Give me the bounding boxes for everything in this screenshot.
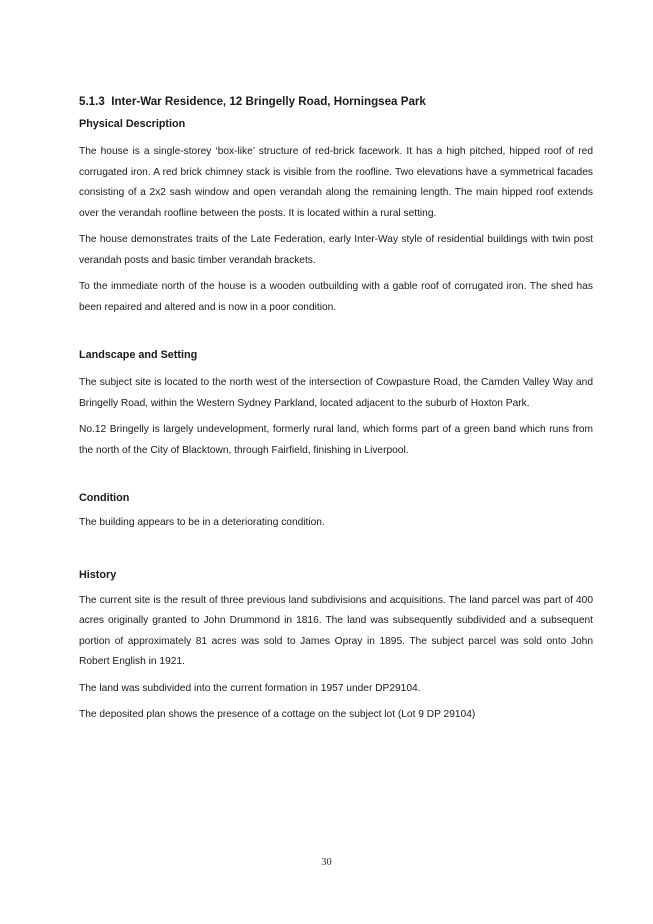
physical-description-heading: Physical Description <box>79 118 186 130</box>
history-paragraph-1: The current site is the result of three previous land subdivisions and acquisitions. The land parcel was part of 400 acres originally granted to John Drummond in 1816. The land was subsequently subdivided and a subsequent portion of approximately 81 acres was sold to James Opray in 1895. The subject parcel was sold onto John Robert English in 1921. <box>79 594 593 667</box>
physical-paragraph-1: The house is a single-storey ‘box-like’ structure of red-brick facework. It has a high pitched, hipped roof of red corrugated iron. A red brick chimney stack is visible from the roofline. Two elevations have a symmetrical facades consisting of a 2x2 sash window and open verandah along the remaining length. The main hipped roof extends over the verandah roofline between the posts. It is located within a rural setting. <box>79 146 593 219</box>
landscape-paragraph-1: The subject site is located to the north west of the intersection of Cowpasture Road, the Camden Valley Way and Bringelly Road, within the Western Sydney Parkland, located adjacent to the suburb of Hoxton Park. <box>79 377 593 409</box>
history-paragraph-2: The land was subdivided into the current formation in 1957 under DP29104. <box>79 682 421 694</box>
section-title: 5.1.3 Inter-War Residence, 12 Bringelly Road, Horningsea Park <box>79 95 426 108</box>
physical-paragraph-2: The house demonstrates traits of the Late Federation, early Inter-Way style of residential buildings with twin post verandah posts and basic timber verandah brackets. <box>79 234 593 266</box>
document-content <box>79 94 593 726</box>
history-heading: History <box>79 568 117 581</box>
condition-heading: Condition <box>79 492 130 504</box>
landscape-paragraph-2: No.12 Bringelly is largely undevelopment, formerly rural land, which forms part of a green band which runs from the north of the City of Blacktown, through Fairfield, finishing in Liverpool. <box>79 424 593 456</box>
page-number: 30 <box>321 857 332 868</box>
history-paragraph-3: The deposited plan shows the presence of a cottage on the subject lot (Lot 9 DP 29104) <box>79 709 476 720</box>
landscape-heading: Landscape and Setting <box>79 349 198 361</box>
condition-paragraph-1: The building appears to be in a deteriorating condition. <box>79 517 325 528</box>
physical-paragraph-3: To the immediate north of the house is a wooden outbuilding with a gable roof of corrugated iron. The shed has been repaired and altered and is now in a poor condition. <box>79 281 593 313</box>
